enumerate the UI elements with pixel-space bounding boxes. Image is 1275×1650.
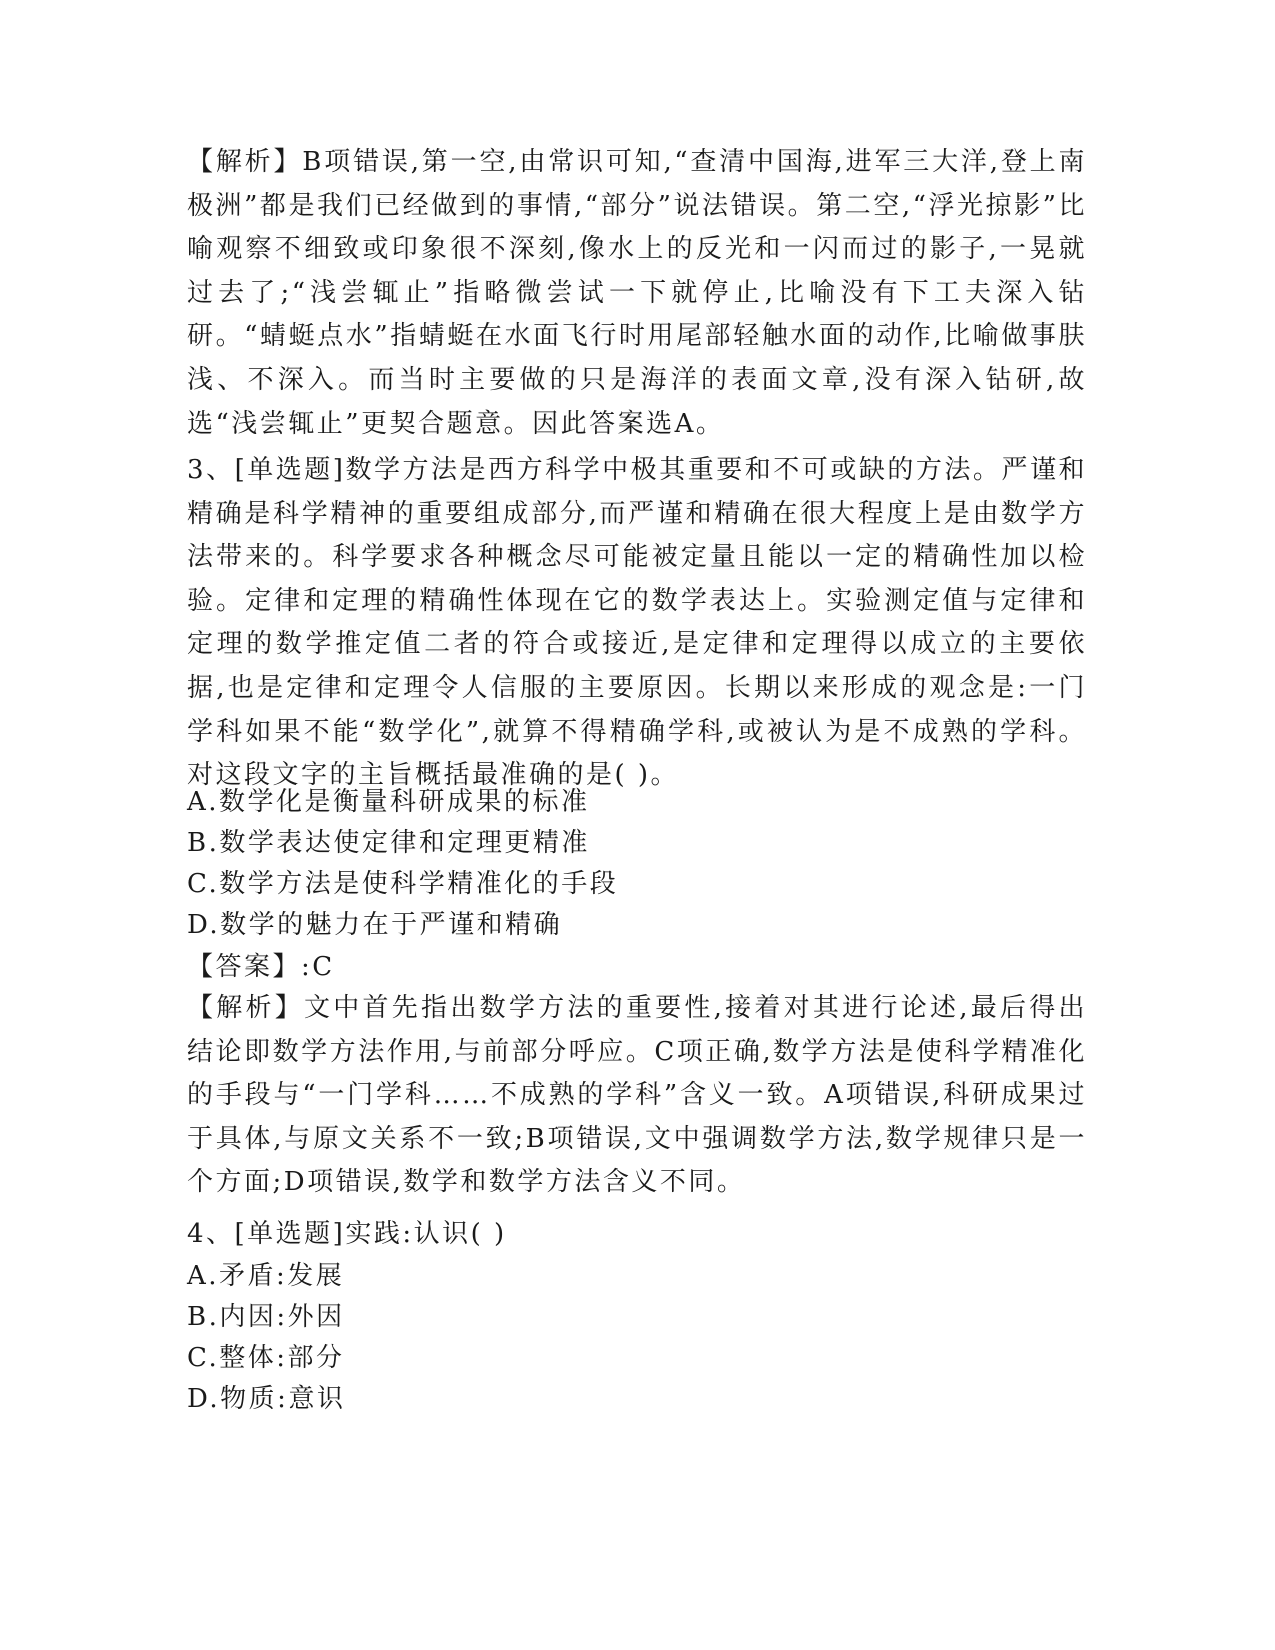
q3-stem: 3、[单选题]数学方法是西方科学中极其重要和不可或缺的方法。严谨和精确是科学精神的重要组成部分,而严谨和精确在很大程度上是由数学方法带来的。科学要求各种概念尽可能被定量且能以一定的精确性加以检验。定律和定理的精确性体现在它的数学表达上。实验测定值与定律和定理的数学推定值二者的符合或接近,是定律和定理得以成立的主要依据,也是定律和定理令人信服的主要原因。长期以来形成的观念是:一门学科如果不能“数学化”,就算不得精确学科,或被认为是不成熟的学科。对这段文字的主旨概括最准确的是( )。	[187, 455, 1087, 791]
q4-option-d: D.物质:意识	[187, 1384, 346, 1414]
q3-option-b: B.数学表达使定律和定理更精准	[187, 828, 590, 858]
q3-option-a: A.数学化是衡量科研成果的标准	[187, 787, 590, 817]
q4-option-b: B.内因:外因	[187, 1302, 345, 1332]
q3-option-c: C.数学方法是使科学精准化的手段	[187, 869, 619, 899]
q3-option-d: D.数学的魅力在于严谨和精确	[187, 910, 563, 940]
q3-answer: 【答案】:C	[187, 952, 335, 982]
q4-option-a: A.矛盾:发展	[187, 1261, 345, 1291]
q4-option-c: C.整体:部分	[187, 1343, 345, 1373]
q4-stem: 4、[单选题]实践:认识( )	[187, 1219, 507, 1249]
q3-analysis: 【解析】文中首先指出数学方法的重要性,接着对其进行论述,最后得出结论即数学方法作用,与前部分呼应。C项正确,数学方法是使科学精准化的手段与“一门学科……不成熟的学科”含义一致。A项错误,科研成果过于具体,与原文关系不一致;B项错误,文中强调数学方法,数学规律只是一个方面;D项错误,数学和数学方法含义不同。	[187, 993, 1087, 1198]
q2-analysis: 【解析】B项错误,第一空,由常识可知,“查清中国海,进军三大洋,登上南极洲”都是我们已经做到的事情,“部分”说法错误。第二空,“浮光掠影”比喻观察不细致或印象很不深刻,像水上的反光和一闪而过的影子,一晃就过去了;“浅尝辄止”指略微尝试一下就停止,比喻没有下工夫深入钻研。“蜻蜓点水”指蜻蜓在水面飞行时用尾部轻触水面的动作,比喻做事肤浅、不深入。而当时主要做的只是海洋的表面文章,没有深入钻研,故选“浅尝辄止”更契合题意。因此答案选A。	[187, 147, 1087, 439]
